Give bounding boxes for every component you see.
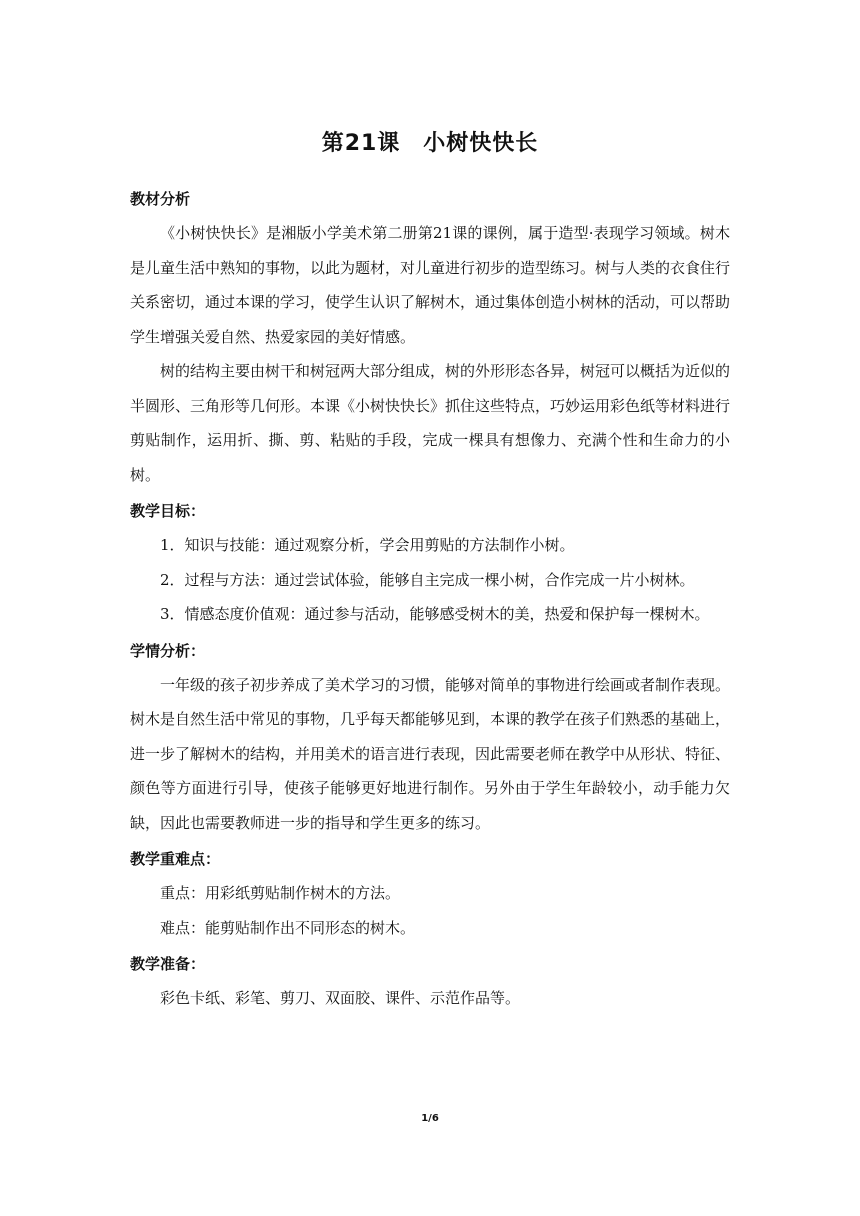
paragraph: 2．过程与方法：通过尝试体验，能够自主完成一棵小树，合作完成一片小树林。 [160, 570, 695, 589]
paragraph: 难点：能剪贴制作出不同形态的树木。 [160, 918, 416, 937]
page-title: 第21课 小树快快长 [321, 131, 539, 156]
section-learner-analysis [130, 640, 730, 841]
section-heading: 教学重难点： [130, 850, 221, 868]
paragraph: 一年级的孩子初步养成了美术学习的习惯，能够对简单的事物进行绘画或者制作表现。树木是自然生活中常见的事物，几乎每天都能够见到，本课的教学在孩子们熟悉的基础上，进一步了解树木的结构，并用美术的语言进行表现，因此需要老师在教学中从形状、特征、颜色等方面进行引导，使孩子能够更好地进行制作。另外由于学生年龄较小，动手能力欠缺，因此也需要教师进一步的指导和学生更多的练习。 [130, 675, 731, 832]
paragraph: 彩色卡纸、彩笔、剪刀、双面胶、课件、示范作品等。 [160, 989, 521, 1007]
section-teaching-objectives [130, 500, 730, 632]
paragraph: 3．情感态度价值观：通过参与活动，能够感受树木的美，热爱和保护每一棵树木。 [160, 605, 710, 623]
paragraph: 重点：用彩纸剪贴制作树木的方法。 [160, 884, 401, 902]
paragraph: 树的结构主要由树干和树冠两大部分组成，树的外形形态各异，树冠可以概括为近似的半圆形、三角形等几何形。本课《小树快快长》抓住这些特点，巧妙运用彩色纸等材料进行剪贴制作，运用折、撕、剪、粘贴的手段，完成一棵具有想像力、充满个性和生命力的小树。 [130, 362, 731, 484]
section-key-difficulties [130, 848, 730, 945]
section-heading: 教学目标： [130, 502, 206, 520]
document-body [130, 128, 730, 1016]
page-number: 1/6 [421, 1113, 439, 1124]
section-teaching-preparation [130, 953, 730, 1016]
paragraph: 《小树快快长》是湘版小学美术第二册第21课的课例，属于造型·表现学习领域。树木是儿童生活中熟知的事物，以此为题材，对儿童进行初步的造型练习。树与人类的衣食住行关系密切，通过本课的学习，使学生认识了解树木，通过集体创造小树林的活动，可以帮助学生增强关爱自然、热爱家园的美好情感。 [130, 224, 731, 346]
section-heading: 教学准备： [130, 955, 206, 973]
section-heading: 教材分析 [130, 190, 191, 208]
section-heading: 学情分析： [130, 641, 206, 660]
section-textbook-analysis [130, 188, 730, 492]
paragraph: 1．知识与技能：通过观察分析，学会用剪贴的方法制作小树。 [160, 536, 575, 554]
